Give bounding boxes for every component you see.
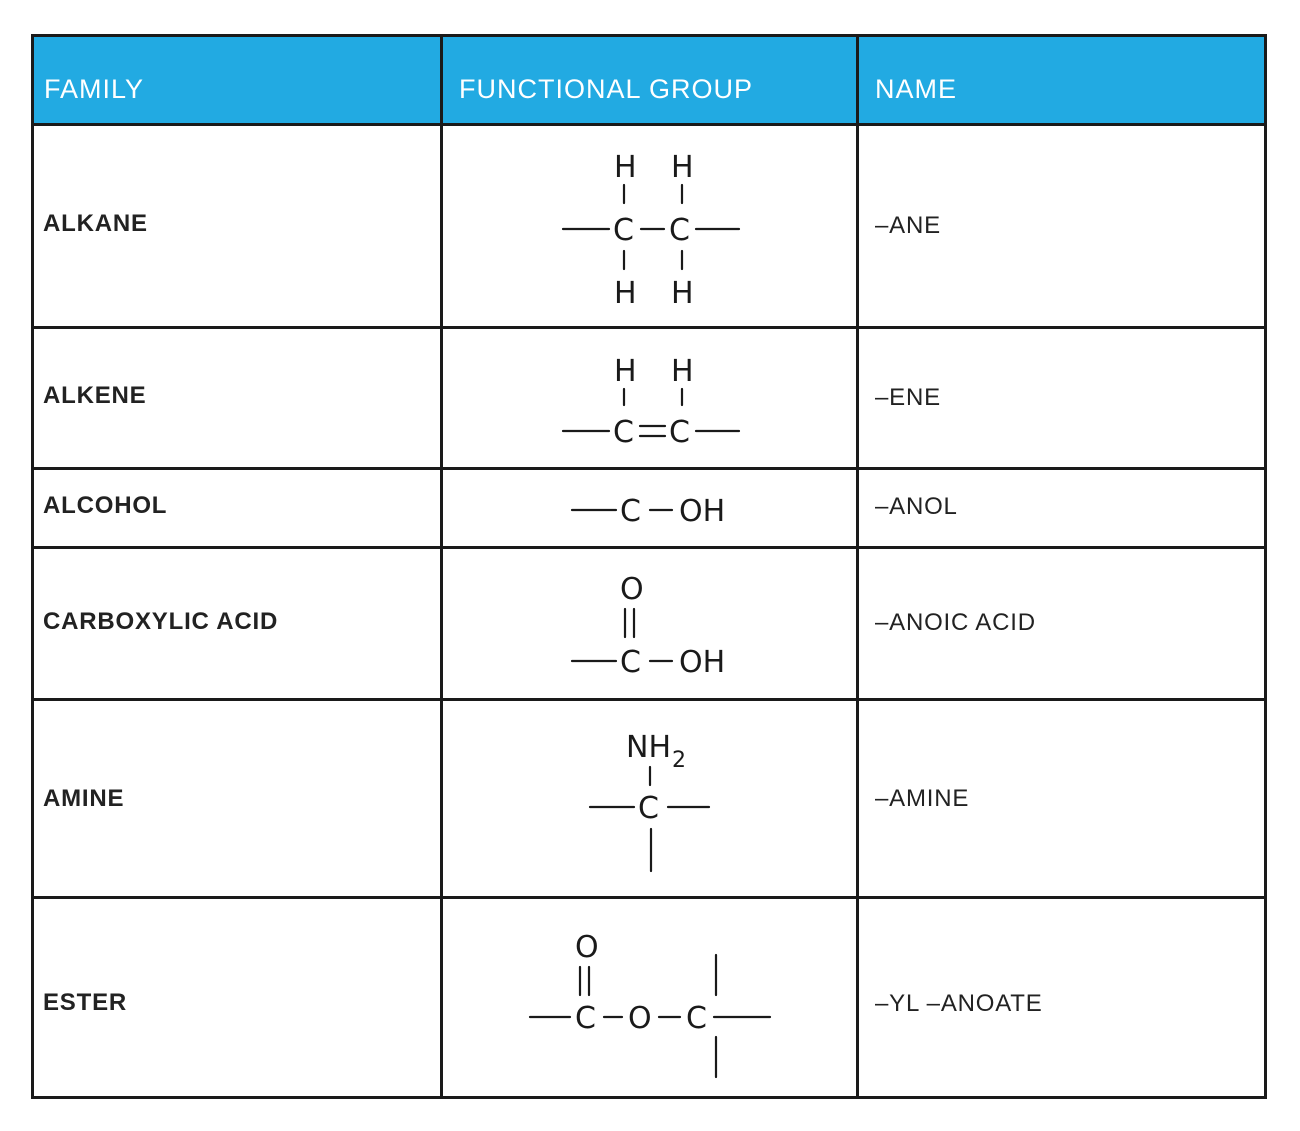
table-row-family: ALKENE: [43, 382, 147, 409]
header-family: FAMILY: [44, 74, 145, 104]
row-divider: [34, 467, 1264, 470]
svg-text:C: C: [620, 494, 641, 529]
row-divider: [34, 326, 1264, 329]
ester-structure: [524, 925, 784, 1085]
table-row-name: –ANE: [875, 212, 941, 239]
table-row-name: –AMINE: [875, 785, 970, 812]
svg-text:C: C: [669, 213, 690, 248]
svg-text:O: O: [620, 572, 644, 607]
svg-text:C: C: [686, 1001, 707, 1036]
svg-text:NH: NH: [626, 730, 671, 765]
svg-text:H: H: [671, 150, 694, 185]
row-divider: [34, 896, 1264, 899]
functional-groups-table: [31, 34, 1267, 1099]
svg-text:H: H: [671, 276, 694, 311]
table-row-name: –ANOIC ACID: [875, 609, 1036, 636]
table-row-family: ESTER: [43, 989, 128, 1016]
row-divider: [34, 546, 1264, 549]
svg-text:O: O: [575, 930, 599, 965]
svg-text:H: H: [614, 150, 637, 185]
header-name: NAME: [875, 74, 958, 104]
svg-text:H: H: [671, 354, 694, 389]
svg-text:2: 2: [672, 748, 686, 773]
svg-text:C: C: [638, 791, 659, 826]
table-row-family: ALCOHOL: [43, 492, 168, 519]
amine-structure: [584, 725, 724, 885]
header-functional-group: FUNCTIONAL GROUP: [459, 74, 754, 104]
column-divider: [856, 37, 859, 1096]
table-row-family: AMINE: [43, 785, 125, 812]
svg-text:H: H: [614, 276, 637, 311]
svg-text:H: H: [614, 354, 637, 389]
svg-text:OH: OH: [679, 645, 726, 680]
svg-text:C: C: [575, 1001, 596, 1036]
svg-text:C: C: [613, 415, 634, 450]
row-divider: [34, 698, 1264, 701]
table-row-family: CARBOXYLIC ACID: [43, 608, 279, 635]
column-divider: [440, 37, 443, 1096]
svg-text:O: O: [628, 1001, 652, 1036]
alcohol-structure: [564, 487, 744, 537]
svg-text:C: C: [613, 213, 634, 248]
carboxylic-acid-structure: [564, 567, 744, 687]
svg-text:C: C: [620, 645, 641, 680]
alkane-structure: [554, 145, 744, 315]
table-row-name: –YL –ANOATE: [875, 990, 1043, 1017]
table-row-name: –ENE: [875, 384, 941, 411]
alkene-structure: [554, 349, 744, 449]
table-row-name: –ANOL: [875, 493, 958, 520]
svg-text:C: C: [669, 415, 690, 450]
svg-text:OH: OH: [679, 494, 726, 529]
table-row-family: ALKANE: [43, 210, 148, 237]
table-header: [34, 37, 1264, 126]
